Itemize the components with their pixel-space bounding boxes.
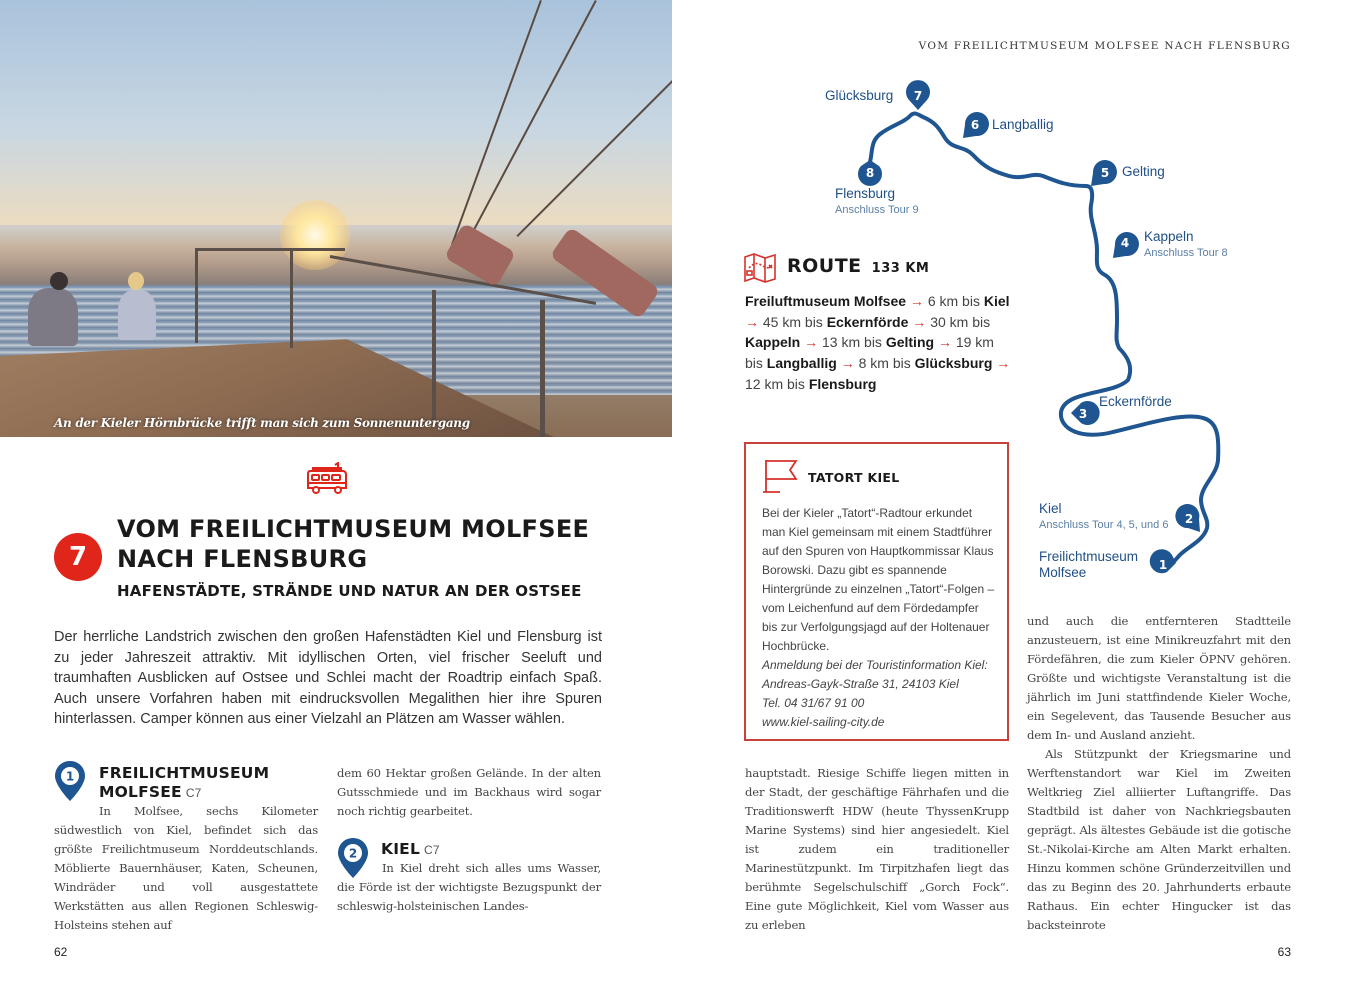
arrow-icon: → [804, 334, 819, 351]
map-pin-2 [1175, 504, 1200, 532]
grid-reference: C7 [185, 786, 202, 800]
map-pin-7 [906, 80, 930, 110]
map-label-kiel: Kiel Anschluss Tour 4, 5, und 6 [1039, 501, 1169, 531]
photo-railing-post [540, 300, 545, 437]
tatort-website-link[interactable]: www.kiel-sailing-city.de [762, 715, 885, 729]
kiel-text-col2: und auch die entfernteren Stadtteile anzusteuern, ist eine Minikreuzfahrt mit den Fördefähren, die zum Kieler ÖPNV gehören. Größte und wichtigste Veranstaltung ist die jährlich im Juni stattfindende Kieler Woche, ein Segelevent, das Tausende Besucher aus dem In- und Ausland anzieht. Als Stützpunkt der Kriegsmarine und Werftenstandort war Kiel im Zweiten Weltkrieg Ziel alliierter Luftangriffe. Das Stadtbild ist daher von Nachkriegsbauten geprägt. Als ältestes Gebäude ist die gotische St.-Nikolai-Kirche am Alten Markt erhalten. Hinzu kommen schöne Gründerzeitvillen und das zu Beginn des 20. Jahrhunderts erbaute Rathaus. Ein echter Hingucker ist das backsteinrote [1027, 614, 1291, 932]
route-distance: 133 KM [871, 261, 930, 276]
page-number-right: 63 [1277, 945, 1291, 959]
photo-rigging [473, 0, 597, 231]
folded-map-icon [743, 253, 777, 283]
grid-reference: C7 [424, 843, 440, 857]
map-label-kappeln: Kappeln Anschluss Tour 8 [1144, 229, 1228, 259]
tatort-address-label: Anmeldung bei der Touristinformation Kiel: [762, 658, 988, 672]
tatort-title: TATORT KIEL [808, 470, 900, 485]
flag-icon [762, 458, 798, 494]
poi-2-text-start: In Kiel dreht sich alles ums Wasser, die Förde ist der wichtigste Bezugspunkt der schleswig-holsteinischen Landes- [337, 861, 601, 913]
route-label: ROUTE [787, 255, 862, 277]
map-label-eckernfoerde: Eckernförde [1099, 394, 1172, 409]
photo-person-man [28, 288, 78, 346]
map-pin-icon [54, 760, 86, 802]
harbor-sunset-photo [0, 0, 672, 437]
map-label-molfsee: Freilichtmuseum Molfsee [1039, 549, 1139, 580]
svg-text:2: 2 [348, 846, 358, 861]
map-pin-8 [858, 160, 882, 186]
photo-person-head [128, 272, 144, 290]
tatort-address: Andreas-Gayk-Straße 31, 24103 Kiel [762, 677, 959, 691]
svg-text:3: 3 [1078, 407, 1088, 421]
photo-caption: An der Kieler Hörnbrücke trifft man sich zum Sonnenuntergang [54, 416, 470, 430]
tour-number-badge: 7 [54, 533, 102, 581]
svg-text:1: 1 [1158, 558, 1168, 572]
svg-text:7: 7 [913, 89, 923, 103]
page-number-left: 62 [54, 945, 68, 959]
svg-text:1: 1 [65, 769, 75, 784]
arrow-icon: → [745, 313, 759, 330]
arrow-icon: → [909, 293, 924, 309]
photo-person-woman [118, 290, 156, 340]
svg-text:8: 8 [865, 166, 875, 180]
poi-1-text-col2: dem 60 Hektar großen Gelände. In der alten Gutsschmiede und im Backhaus wird sogar noch richtig gearbeitet. [337, 766, 601, 818]
poi-1-text-col1: In Molfsee, sechs Kilometer südwestlich von Kiel, befindet sich das größte Freilichtmuseum Norddeutschlands. Möblierte Bauernhäuser, Katen, Scheunen, Windräder und voll ausgestattete Werkstätten aus allen Regionen Schleswig-Holsteins stehen auf [54, 804, 318, 932]
map-label-langballig: Langballig [992, 117, 1054, 132]
photo-rigging [451, 0, 542, 245]
map-pin-3 [1071, 401, 1100, 425]
poi-title-kiel: KIEL C7 [381, 840, 440, 858]
photo-railing-post [290, 248, 293, 348]
map-label-flensburg: Flensburg Anschluss Tour 9 [835, 186, 919, 216]
map-pin-6 [963, 112, 989, 138]
photo-railing [195, 248, 345, 251]
map-pin-4 [1113, 232, 1139, 258]
map-pin-5 [1091, 160, 1117, 186]
intro-paragraph: Der herrliche Landstrich zwischen den großen Hafenstädten Kiel und Flensburg ist zu jeder Jahreszeit attraktiv. Mit idyllischen Orten, viel frischer Seeluft und traumhaften Ausblicken auf Ostsee und Schlei macht der Roadtrip einfach Spaß. Auch unsere Vorfahren haben mit eindrucksvollen Megalithen hier ihre Spuren hinterlassen. Camper können aus einer Vielzahl an Plätzen am Wasser wählen. [54, 629, 602, 727]
arrow-icon: → [912, 313, 927, 330]
map-label-gluecksburg: Glücksburg [825, 88, 894, 103]
kiel-text-col1: hauptstadt. Riesige Schiffe liegen mitten in der Stadt, der geschäftige Fährhafen und die Traditionswerft HDW (heute ThyssenKrupp Marine Systems) sind hier angesiedelt. Kiel ist zudem ein traditioneller Marinestützpunkt. Im Tirpitzhafen liegt das berühmte Segelschulschiff „Gorch Fock“. Eine gute Möglichkeit, Kiel vom Wasser aus zu erleben [745, 766, 1009, 932]
tour-title-line2: NACH FLENSBURG [117, 545, 368, 573]
camper-van-icon [305, 462, 349, 496]
svg-text:2: 2 [1184, 512, 1194, 526]
tatort-info-box [744, 442, 1009, 741]
route-description: Freiluftmuseum Molfsee → 6 km bis Kiel → 45 km bis Eckernförde → 30 km bis Kappeln → 13 km bis Gelting → 19 km bis Langballig → 8 km bis Glücksburg → 12 km bis Flensburg [745, 293, 1011, 392]
photo-person-head [50, 272, 68, 290]
tatort-phone: Tel. 04 31/67 91 00 [762, 696, 865, 710]
photo-railing-post [195, 248, 198, 343]
svg-text:5: 5 [1100, 166, 1110, 180]
right-page [673, 0, 1345, 1000]
arrow-icon: → [996, 355, 1011, 372]
poi-title-freilichtmuseum: FREILICHTMUSEUM MOLFSEE C7 [99, 764, 270, 801]
svg-text:4: 4 [1120, 236, 1130, 250]
tour-title [117, 514, 589, 574]
running-head: VOM FREILICHTMUSEUM MOLFSEE NACH FLENSBURG [918, 40, 1291, 52]
arrow-icon: → [840, 355, 855, 372]
tour-title-line1: VOM FREILICHTMUSEUM MOLFSEE [117, 515, 590, 543]
tour-subtitle: HAFENSTÄDTE, STRÄNDE UND NATUR AN DER OSTSEE [117, 582, 582, 600]
map-label-gelting: Gelting [1122, 164, 1165, 179]
arrow-icon: → [937, 334, 952, 351]
photo-railing-post [432, 290, 436, 420]
tatort-body: Bei der Kieler „Tatort“-Radtour erkundet man Kiel gemeinsam mit einem Stadtführer auf den Spuren von Hauptkommissar Klaus Borowski. Dazu gibt es spannende Hintergründe zu einzelnen „Tatort“-Folgen – vom Leichenfund auf dem Fördedampfer bis zur Verfolgungsjagd auf der Holtenauer Hochbrücke. [762, 506, 995, 653]
left-page [0, 0, 672, 1000]
svg-text:6: 6 [970, 118, 980, 132]
